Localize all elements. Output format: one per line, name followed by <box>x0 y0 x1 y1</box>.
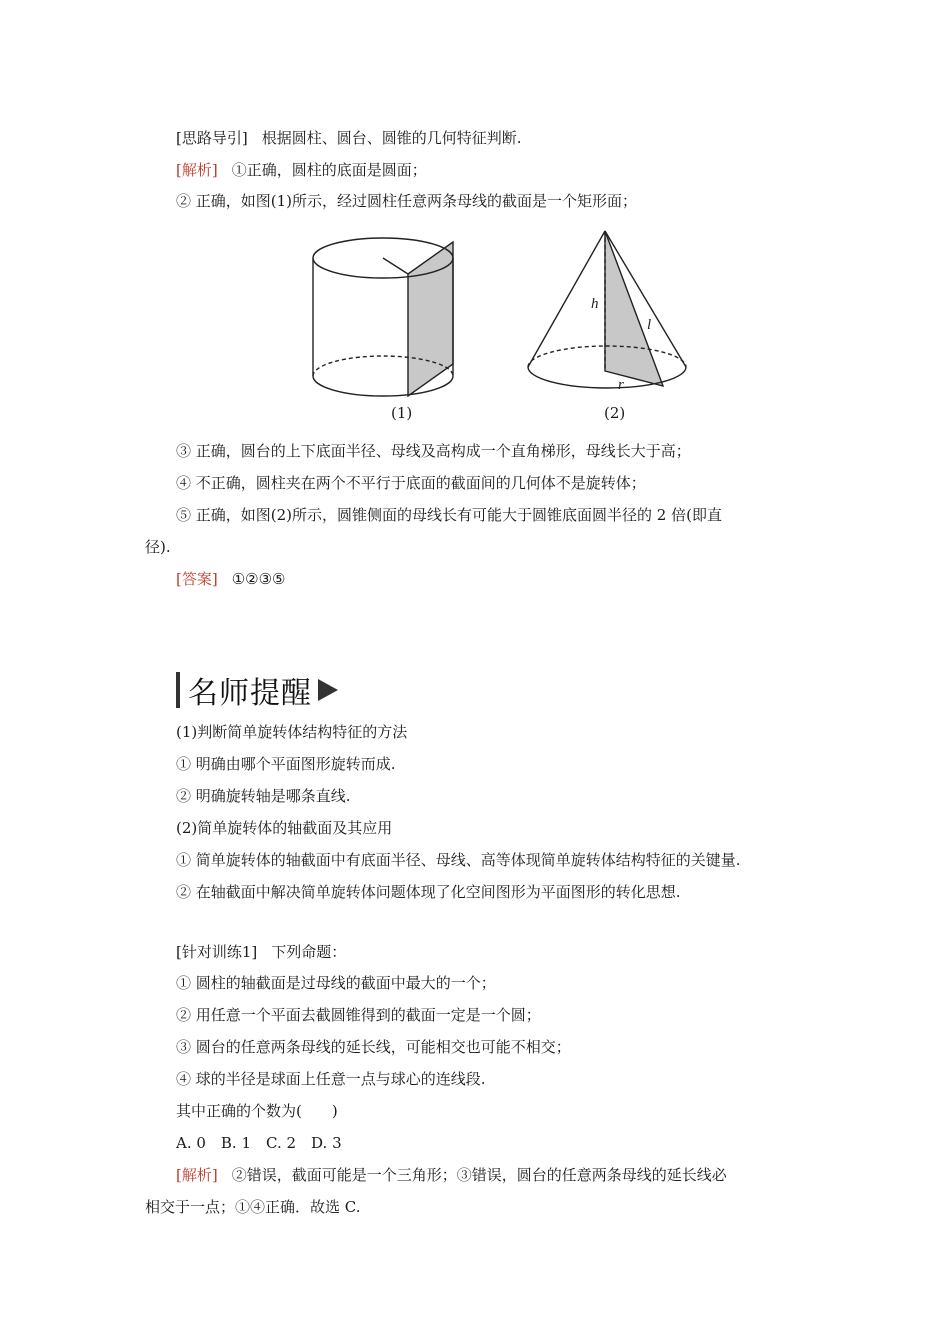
practice-analysis-tag: [解析] <box>176 1166 218 1184</box>
tips-line-5: ① 简单旋转体的轴截面中有底面半径、母线、高等体现简单旋转体结构特征的关键量. <box>176 851 741 869</box>
practice-tag: [针对训练1] <box>176 943 258 961</box>
answer-line <box>176 569 286 589</box>
heading-arrow-icon <box>318 679 338 701</box>
practice-item-1: ① 圆柱的轴截面是过母线的截面中最大的一个； <box>176 974 496 992</box>
cone-figure <box>528 231 686 388</box>
analysis-line-5b: 径). <box>145 538 171 556</box>
answer-tag: [答案] <box>176 570 218 588</box>
tips-line-4: (2)简单旋转体的轴截面及其应用 <box>176 819 393 837</box>
practice-line <box>176 942 346 962</box>
tips-line-3: ② 明确旋转轴是哪条直线. <box>176 787 351 805</box>
cone-h-label: h <box>591 296 599 312</box>
heading-bar <box>176 672 180 708</box>
practice-item-3: ③ 圆台的任意两条母线的延长线，可能相交也可能不相交； <box>176 1038 571 1056</box>
figure-label-1: (1) <box>391 404 413 422</box>
analysis-line-3: ③ 正确，圆台的上下底面半径、母线及高构成一个直角梯形，母线长大于高； <box>176 442 691 460</box>
tips-heading-text: 名师提醒 <box>188 676 312 711</box>
cone-l-label: l <box>647 317 652 333</box>
geometry-figure <box>300 226 700 431</box>
practice-item-2: ② 用任意一个平面去截圆锥得到的截面一定是一个圆； <box>176 1006 541 1024</box>
practice-analysis-line-2: 相交于一点；①④正确．故选 C. <box>145 1198 361 1216</box>
analysis-text-1: ①正确，圆柱的底面是圆面； <box>231 161 427 179</box>
tips-line-2: ① 明确由哪个平面图形旋转而成. <box>176 755 396 773</box>
cylinder-section-shade <box>408 242 453 396</box>
tips-line-1: (1)判断简单旋转体结构特征的方法 <box>176 723 408 741</box>
practice-options: A. 0 B. 1 C. 2 D. 3 <box>176 1134 342 1152</box>
hint-line <box>176 128 522 148</box>
practice-intro: 下列命题： <box>271 943 347 961</box>
analysis-line-4: ④ 不正确，圆柱夹在两个不平行于底面的截面间的几何体不是旋转体； <box>176 474 646 492</box>
analysis-line-1 <box>176 160 427 180</box>
cylinder-section-radius <box>383 258 408 274</box>
cone-r-label: r <box>618 377 624 393</box>
cone-section-shade <box>605 231 663 386</box>
tips-heading <box>176 668 338 712</box>
tips-line-6: ② 在轴截面中解决简单旋转体问题体现了化空间图形为平面图形的转化思想. <box>176 883 681 901</box>
analysis-tag: [解析] <box>176 161 218 179</box>
answer-text: ①②③⑤ <box>231 570 286 588</box>
practice-analysis-text: ②错误，截面可能是一个三角形；③错误，圆台的任意两条母线的延长线必 <box>231 1166 727 1184</box>
practice-analysis-line-1 <box>176 1165 727 1185</box>
hint-tag: [思路导引] <box>176 129 248 147</box>
analysis-line-2: ② 正确，如图(1)所示，经过圆柱任意两条母线的截面是一个矩形面； <box>176 192 638 210</box>
cylinder-figure <box>313 238 453 396</box>
figure-label-2: (2) <box>604 404 626 422</box>
practice-item-4: ④ 球的半径是球面上任意一点与球心的连线段. <box>176 1070 486 1088</box>
practice-question: 其中正确的个数为( ) <box>176 1102 338 1120</box>
hint-text: 根据圆柱、圆台、圆锥的几何特征判断. <box>261 129 522 147</box>
analysis-line-5a: ⑤ 正确，如图(2)所示，圆锥侧面的母线长有可能大于圆锥底面圆半径的 2 倍(即直 <box>176 506 722 524</box>
